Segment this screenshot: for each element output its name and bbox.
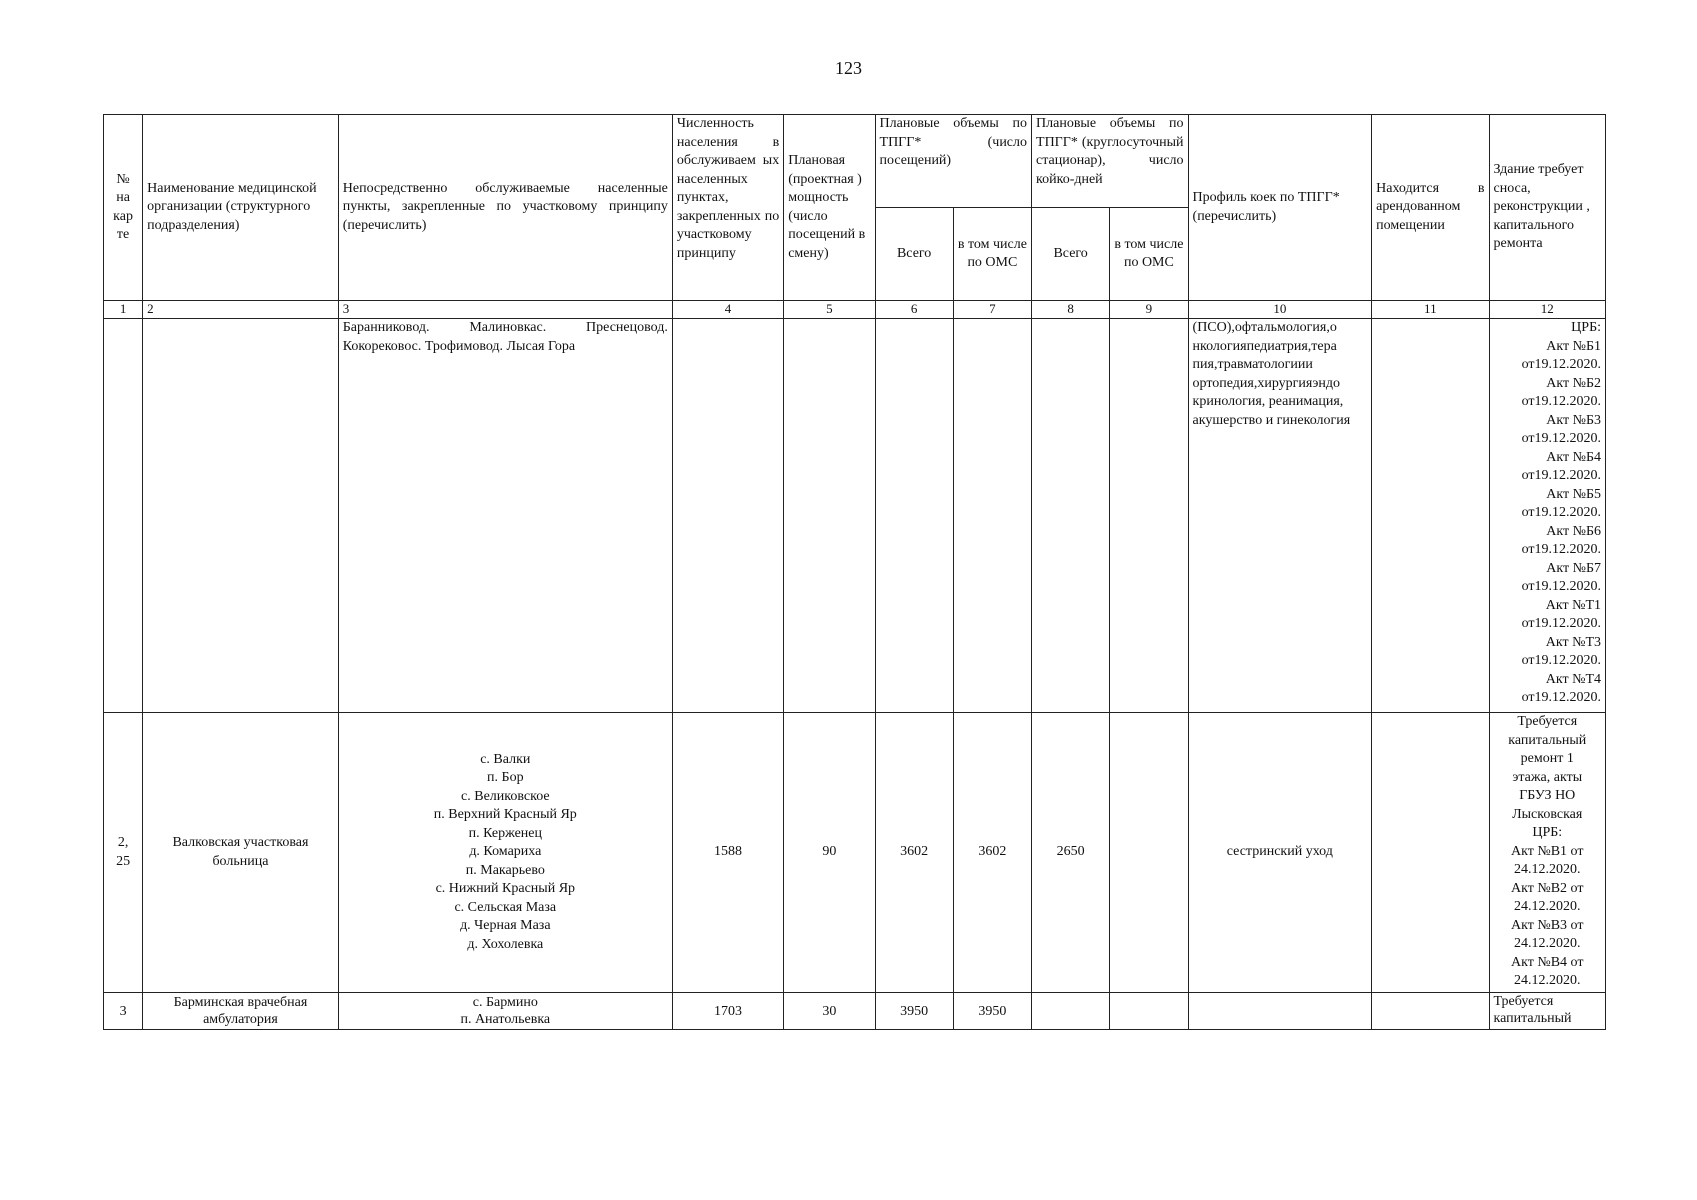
table-header-row xyxy=(104,115,1606,208)
header-capacity: Плановая (проектная ) мощность (число посещений в смену) xyxy=(784,115,875,301)
cell-rented xyxy=(1372,993,1489,1030)
cell-bed-days-total xyxy=(1032,993,1110,1030)
cell-map-number xyxy=(104,319,143,713)
column-number: 9 xyxy=(1110,301,1188,319)
cell-bed-days-oms xyxy=(1110,713,1188,993)
header-planned-bed-days: Плановые объемы по ТПГГ* (круглосуточный стационар), число койко-дней xyxy=(1032,115,1189,208)
cell-visits-total: 3602 xyxy=(875,713,953,993)
header-bed-days-oms: в том числе по ОМС xyxy=(1110,208,1188,301)
page-number: 123 xyxy=(835,58,862,78)
header-visits-total: Всего xyxy=(875,208,953,301)
cell-bed-days-total xyxy=(1032,319,1110,713)
header-bed-days-total: Всего xyxy=(1032,208,1110,301)
cell-visits-oms: 3950 xyxy=(953,993,1031,1030)
cell-organization-name: Валковская участковая больница xyxy=(143,713,339,993)
cell-settlements: Баранниковод. Малиновкас. Преснецовод. Кокорековос. Трофимовод. Лысая Гора xyxy=(338,319,672,713)
cell-building-repair: ЦРБ: Акт №Б1 от19.12.2020. Акт №Б2 от19.12.2020. Акт №Б3 от19.12.2020. Акт №Б4 от19.12.2020. Акт №Б5 от19.12.2020. Акт №Б6 от19.12.2020. Акт №Б7 от19.12.2020. Акт №Т1 от19.12.2020. Акт №Т3 от19.12.2020. Акт №Т4 от19.12.2020. xyxy=(1489,319,1606,713)
cell-visits-oms xyxy=(953,319,1031,713)
cell-settlements: с. Валки п. Бор с. Великовское п. Верхний Красный Яр п. Керженец д. Комариха п. Макарьево с. Нижний Красный Яр с. Сельская Маза д. Черная Маза д. Хохолевка xyxy=(338,713,672,993)
cell-population: 1703 xyxy=(672,993,783,1030)
header-building-repair: Здание требует сноса, реконструкции , капитального ремонта xyxy=(1489,115,1606,301)
header-organization-name: Наименование медицинской организации (структурного подразделения) xyxy=(143,115,339,301)
cell-organization-name xyxy=(143,319,339,713)
header-population: Численность населения в обслуживаем ых населенных пунктах, закрепленных по участковому принципу xyxy=(672,115,783,301)
column-number: 6 xyxy=(875,301,953,319)
column-number: 7 xyxy=(953,301,1031,319)
cell-visits-oms: 3602 xyxy=(953,713,1031,993)
cell-capacity xyxy=(784,319,875,713)
header-map-number: № на кар те xyxy=(104,115,143,301)
column-number: 12 xyxy=(1489,301,1606,319)
column-number: 11 xyxy=(1372,301,1489,319)
column-number: 8 xyxy=(1032,301,1110,319)
table-row xyxy=(104,319,1606,713)
column-number: 2 xyxy=(143,301,339,319)
cell-building-repair: Требуется капитальный ремонт 1 этажа, акты ГБУЗ НО Лысковская ЦРБ: Акт №В1 от 24.12.2020. Акт №В2 от 24.12.2020. Акт №В3 от 24.12.2020. Акт №В4 от 24.12.2020. xyxy=(1489,713,1606,993)
header-visits-oms: в том числе по ОМС xyxy=(953,208,1031,301)
cell-bed-days-total: 2650 xyxy=(1032,713,1110,993)
column-number: 5 xyxy=(784,301,875,319)
cell-map-number: 3 xyxy=(104,993,143,1030)
medical-organizations-table xyxy=(103,114,1606,1030)
header-settlements: Непосредственно обслуживаемые населенные пункты, закрепленные по участковому принципу (перечислить) xyxy=(338,115,672,301)
cell-settlements: с. Бармино п. Анатольевка xyxy=(338,993,672,1030)
cell-visits-total xyxy=(875,319,953,713)
column-number-row xyxy=(104,301,1606,319)
table-row xyxy=(104,713,1606,993)
cell-map-number: 2, 25 xyxy=(104,713,143,993)
table-row xyxy=(104,993,1606,1030)
cell-population xyxy=(672,319,783,713)
cell-population: 1588 xyxy=(672,713,783,993)
cell-capacity: 90 xyxy=(784,713,875,993)
cell-bed-profile xyxy=(1188,993,1372,1030)
cell-rented xyxy=(1372,713,1489,993)
cell-bed-profile: (ПСО),офтальмология,о нкологияпедиатрия,тера пия,травматологиии ортопедия,хирургияэндо кринология, реанимация, акушерство и гинекология xyxy=(1188,319,1372,713)
column-number: 3 xyxy=(338,301,672,319)
cell-rented xyxy=(1372,319,1489,713)
cell-visits-total: 3950 xyxy=(875,993,953,1030)
header-bed-profile: Профиль коек по ТПГГ* (перечислить) xyxy=(1188,115,1372,301)
header-rented: Находится в арендованном помещении xyxy=(1372,115,1489,301)
cell-organization-name: Барминская врачебная амбулатория xyxy=(143,993,339,1030)
cell-bed-days-oms xyxy=(1110,993,1188,1030)
cell-capacity: 30 xyxy=(784,993,875,1030)
cell-bed-days-oms xyxy=(1110,319,1188,713)
cell-bed-profile: сестринский уход xyxy=(1188,713,1372,993)
header-planned-visits: Плановые объемы по ТПГГ* (число посещений) xyxy=(875,115,1032,208)
column-number: 10 xyxy=(1188,301,1372,319)
column-number: 4 xyxy=(672,301,783,319)
cell-building-repair: Требуется капитальный xyxy=(1489,993,1606,1030)
column-number: 1 xyxy=(104,301,143,319)
